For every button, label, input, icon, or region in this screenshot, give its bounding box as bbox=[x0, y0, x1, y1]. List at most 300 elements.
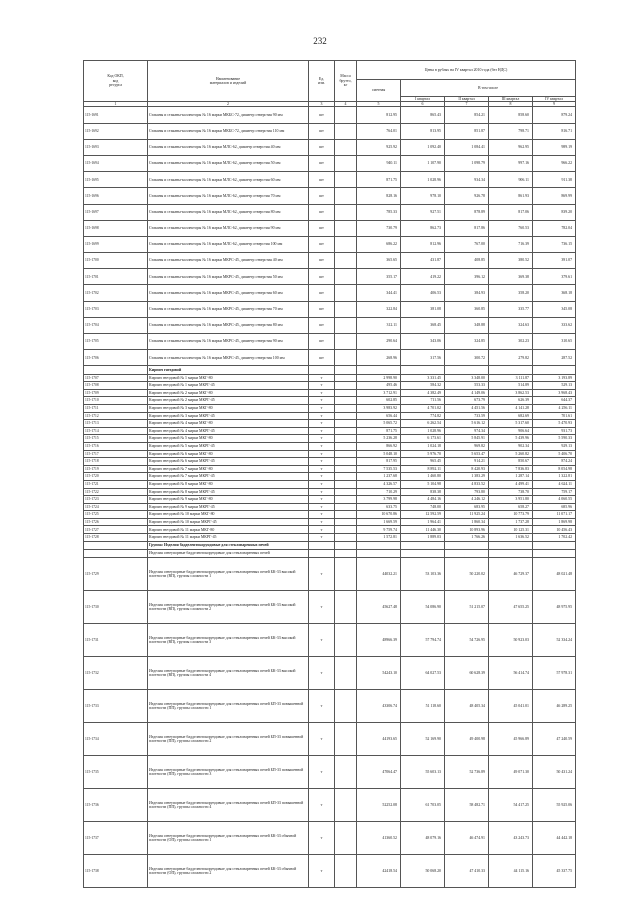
header-q3: III квартал bbox=[489, 96, 533, 101]
price-q1: 812.96 bbox=[401, 236, 445, 252]
price-q2: 10 893.96 bbox=[445, 526, 489, 534]
mass-cell bbox=[335, 389, 357, 397]
unit-cell: т bbox=[309, 473, 335, 481]
unit-cell: т bbox=[309, 526, 335, 534]
table-row bbox=[84, 690, 576, 723]
unit-cell: т bbox=[309, 756, 335, 789]
mass-cell bbox=[335, 488, 357, 496]
price-q4: 379.61 bbox=[533, 269, 576, 285]
resource-code: 115-1693 bbox=[84, 139, 148, 155]
material-name: Кирпич гнездовой № 8 марки МКРГ-45 bbox=[148, 488, 309, 496]
table-row bbox=[84, 511, 576, 519]
unit-cell: т bbox=[309, 591, 335, 624]
price-q3: 1 287.14 bbox=[489, 473, 533, 481]
material-name: Кирпич гнездовой № 9 марки МКГ-80 bbox=[148, 496, 309, 504]
material-name: Кирпич гнездовой № 4 марки МКГ-80 bbox=[148, 420, 309, 428]
price-q2: 673.79 bbox=[445, 397, 489, 405]
price-q1: 813.95 bbox=[401, 123, 445, 139]
col-index: 3 bbox=[309, 102, 335, 107]
price-q4: 52 334.24 bbox=[533, 624, 576, 657]
price-q2: 8 420.93 bbox=[445, 465, 489, 473]
material-name: Кирпич гнездовой № 6 марки МКГ-80 bbox=[148, 450, 309, 458]
price-q1: 1 460.80 bbox=[401, 473, 445, 481]
price-smeta: 3 983.92 bbox=[357, 404, 401, 412]
group-empty-cell bbox=[489, 549, 533, 557]
price-smeta: 764.01 bbox=[357, 123, 401, 139]
mass-cell bbox=[335, 404, 357, 412]
unit-cell: т bbox=[309, 435, 335, 443]
price-q3: 7 836.83 bbox=[489, 465, 533, 473]
mass-cell bbox=[335, 518, 357, 526]
price-q1: 774.82 bbox=[401, 412, 445, 420]
table-row bbox=[84, 450, 576, 458]
price-q4: 3 193.89 bbox=[533, 374, 576, 382]
price-q4: 759.17 bbox=[533, 488, 576, 496]
price-q3: 279.82 bbox=[489, 350, 533, 366]
price-q2: 300.72 bbox=[445, 350, 489, 366]
price-q2: 1 766.26 bbox=[445, 534, 489, 542]
price-q1: 1 889.03 bbox=[401, 534, 445, 542]
price-q3: 906.11 bbox=[489, 172, 533, 188]
price-q1: 862.73 bbox=[401, 220, 445, 236]
price-q4: 368.18 bbox=[533, 285, 576, 301]
unit-cell: т bbox=[309, 534, 335, 542]
header-unit: Ед. изм. bbox=[309, 61, 335, 102]
resource-code: 115-1707 bbox=[84, 374, 148, 382]
price-q2: 1 860.34 bbox=[445, 518, 489, 526]
mass-cell bbox=[335, 822, 357, 855]
mass-cell bbox=[335, 427, 357, 435]
mass-cell bbox=[335, 397, 357, 405]
price-q3: 716.39 bbox=[489, 236, 533, 252]
group-empty-cell bbox=[445, 549, 489, 557]
unit-cell: шт bbox=[309, 204, 335, 220]
table-row bbox=[84, 756, 576, 789]
price-q3: 46 729.37 bbox=[489, 558, 533, 591]
unit-cell: шт bbox=[309, 220, 335, 236]
mass-cell bbox=[335, 473, 357, 481]
price-smeta: 828.16 bbox=[357, 188, 401, 204]
material-name: Кирпич гнездовой № 10 марки МКГ-80 bbox=[148, 511, 309, 519]
table-row bbox=[84, 334, 576, 350]
group-empty-cell bbox=[445, 541, 489, 549]
price-q1: 1 028.96 bbox=[401, 427, 445, 435]
price-q1: 748.00 bbox=[401, 503, 445, 511]
resource-code: 115-1734 bbox=[84, 723, 148, 756]
price-q2: 854.21 bbox=[445, 107, 489, 123]
material-name: Стаканы и стаканы-коллекторы № 16 марки МЛС-62, диаметр отверстия 80 мм bbox=[148, 204, 309, 220]
material-name: Изделия огнеупорные бадделеитокорундовые для стекловаренных печей БП-33 повышенной плотности (ПП), группы сложности 4 bbox=[148, 789, 309, 822]
price-q3: 302.23 bbox=[489, 334, 533, 350]
table-row bbox=[84, 503, 576, 511]
price-q3: 4 499.41 bbox=[489, 480, 533, 488]
group-empty-cell bbox=[533, 549, 576, 557]
material-name: Кирпич гнездовой № 1 марки МКРГ-45 bbox=[148, 382, 309, 390]
price-smeta: 42418.54 bbox=[357, 855, 401, 888]
material-name: Кирпич гнездовой № 2 марки МКГ-80 bbox=[148, 389, 309, 397]
price-q2: 3 348.00 bbox=[445, 374, 489, 382]
unit-cell: шт bbox=[309, 350, 335, 366]
table-row bbox=[84, 107, 576, 123]
price-q4: 816.71 bbox=[533, 123, 576, 139]
material-name: Стаканы и стаканы-коллекторы № 16 марки МКРС-45, диаметр отверстия 50 мм bbox=[148, 269, 309, 285]
resource-code: 115-1737 bbox=[84, 822, 148, 855]
price-q1: 64 027.53 bbox=[401, 657, 445, 690]
material-name: Кирпич гнездовой № 4 марки МКРГ-45 bbox=[148, 427, 309, 435]
group-empty-cell bbox=[401, 366, 445, 374]
page-number: 232 bbox=[313, 36, 327, 46]
price-q1: 838.38 bbox=[401, 488, 445, 496]
price-q2: 733.59 bbox=[445, 412, 489, 420]
price-q1: 1 107.90 bbox=[401, 155, 445, 171]
price-smeta: 3 712.91 bbox=[357, 389, 401, 397]
resource-code: 115-1716 bbox=[84, 442, 148, 450]
material-name: Стаканы и стаканы-коллекторы № 16 марки МЛС-62, диаметр отверстия 50 мм bbox=[148, 155, 309, 171]
resource-code: 115-1718 bbox=[84, 458, 148, 466]
unit-cell: шт bbox=[309, 269, 335, 285]
price-q1: 711.56 bbox=[401, 397, 445, 405]
price-q4: 345.08 bbox=[533, 301, 576, 317]
col-index: 5 bbox=[357, 102, 401, 107]
price-smeta: 925.92 bbox=[357, 139, 401, 155]
price-smeta: 44193.65 bbox=[357, 723, 401, 756]
material-name: Кирпич гнездовой № 7 марки МКГ-80 bbox=[148, 465, 309, 473]
mass-cell bbox=[335, 220, 357, 236]
mass-cell bbox=[335, 107, 357, 123]
table-row bbox=[84, 139, 576, 155]
price-smeta: 785.33 bbox=[357, 204, 401, 220]
price-q4: 57 978.31 bbox=[533, 657, 576, 690]
price-q1: 55 603.13 bbox=[401, 756, 445, 789]
price-q3: 682.69 bbox=[489, 412, 533, 420]
price-q2: 4 149.06 bbox=[445, 389, 489, 397]
price-q3: 10 125.31 bbox=[489, 526, 533, 534]
price-q2: 683.95 bbox=[445, 503, 489, 511]
table-row bbox=[84, 412, 576, 420]
price-q4: 929.13 bbox=[533, 442, 576, 450]
price-q4: 47 240.59 bbox=[533, 723, 576, 756]
price-q4: 48 021.48 bbox=[533, 558, 576, 591]
price-q3: 902.34 bbox=[489, 442, 533, 450]
price-q3: 760.53 bbox=[489, 220, 533, 236]
material-name: Стаканы и стаканы-коллекторы № 16 марки МКРС-45, диаметр отверстия 100 мм bbox=[148, 350, 309, 366]
material-name: Стаканы и стаканы-коллекторы № 16 марки МЛС-62, диаметр отверстия 90 мм bbox=[148, 220, 309, 236]
resource-code: 115-1724 bbox=[84, 503, 148, 511]
price-q3: 1 737.28 bbox=[489, 518, 533, 526]
material-name: Стаканы и стаканы-коллекторы № 16 марки МКРС-45, диаметр отверстия 80 мм bbox=[148, 317, 309, 333]
price-q1: 343.06 bbox=[401, 334, 445, 350]
price-smeta: 2 998.90 bbox=[357, 374, 401, 382]
group-heading: Кирпич гнездовой bbox=[148, 366, 309, 374]
price-smeta: 495.46 bbox=[357, 382, 401, 390]
unit-cell: т bbox=[309, 450, 335, 458]
price-q4: 736.15 bbox=[533, 236, 576, 252]
resource-code: 115-1691 bbox=[84, 107, 148, 123]
material-name: Стаканы и стаканы-коллекторы № 16 марки МКРС-45, диаметр отверстия 90 мм bbox=[148, 334, 309, 350]
unit-cell: шт bbox=[309, 155, 335, 171]
price-q3: 335.77 bbox=[489, 301, 533, 317]
table-row bbox=[84, 285, 576, 301]
price-q3: 380.52 bbox=[489, 253, 533, 269]
price-q4: 839.20 bbox=[533, 204, 576, 220]
mass-cell bbox=[335, 789, 357, 822]
resource-code: 115-1704 bbox=[84, 317, 148, 333]
group-empty-cell bbox=[489, 541, 533, 549]
mass-cell bbox=[335, 503, 357, 511]
unit-cell: т bbox=[309, 465, 335, 473]
unit-cell: т bbox=[309, 480, 335, 488]
group-heading: Группа: Изделия бадделеитокорундовые для стекловаренных печей bbox=[148, 541, 309, 549]
table-row bbox=[84, 220, 576, 236]
mass-cell bbox=[335, 690, 357, 723]
price-q4: 644.37 bbox=[533, 397, 576, 405]
group-row bbox=[84, 541, 576, 549]
resource-code: 115-1719 bbox=[84, 465, 148, 473]
price-q2: 408.85 bbox=[445, 253, 489, 269]
price-q4: 701.61 bbox=[533, 412, 576, 420]
table-row bbox=[84, 188, 576, 204]
unit-cell: шт bbox=[309, 334, 335, 350]
unit-cell: шт bbox=[309, 107, 335, 123]
table-row bbox=[84, 488, 576, 496]
mass-cell bbox=[335, 534, 357, 542]
price-q2: 54 726.95 bbox=[445, 624, 489, 657]
price-q3: 47 655.25 bbox=[489, 591, 533, 624]
table-row bbox=[84, 427, 576, 435]
unit-cell: шт bbox=[309, 188, 335, 204]
resource-code: 115-1700 bbox=[84, 253, 148, 269]
resource-code: 115-1729 bbox=[84, 558, 148, 591]
price-q4: 11 071.17 bbox=[533, 511, 576, 519]
price-q2: 50 220.02 bbox=[445, 558, 489, 591]
price-q1: 5 104.98 bbox=[401, 480, 445, 488]
resource-code: 115-1730 bbox=[84, 591, 148, 624]
price-q4: 5 406.70 bbox=[533, 450, 576, 458]
price-q3: 798.71 bbox=[489, 123, 533, 139]
price-q1: 1 028.96 bbox=[401, 172, 445, 188]
price-q1: 4 382.49 bbox=[401, 389, 445, 397]
mass-cell bbox=[335, 624, 357, 657]
mass-cell bbox=[335, 511, 357, 519]
price-smeta: 686.22 bbox=[357, 236, 401, 252]
mass-cell bbox=[335, 139, 357, 155]
price-q3: 3 862.53 bbox=[489, 389, 533, 397]
subgroup-heading: Изделия огнеупорные бадделеитокорундовые для стекловаренных печей bbox=[148, 549, 309, 557]
unit-cell: т bbox=[309, 427, 335, 435]
price-q2: 1 084.41 bbox=[445, 139, 489, 155]
price-q1: 865.43 bbox=[401, 107, 445, 123]
price-q1: 1 964.41 bbox=[401, 518, 445, 526]
mass-cell bbox=[335, 558, 357, 591]
header-q4: IV квартал bbox=[533, 96, 576, 101]
unit-cell: т bbox=[309, 690, 335, 723]
header-price-title: Цены в рублях на IV квартал 2010 года (без НДС) bbox=[357, 61, 576, 80]
price-q4: 869.99 bbox=[533, 188, 576, 204]
price-q2: 793.80 bbox=[445, 488, 489, 496]
price-q4: 3 968.43 bbox=[533, 389, 576, 397]
price-q1: 6 262.54 bbox=[401, 420, 445, 428]
price-smeta: 5 048.10 bbox=[357, 450, 401, 458]
price-q4: 782.04 bbox=[533, 220, 576, 236]
price-q4: 287.52 bbox=[533, 350, 576, 366]
price-q4: 1 869.98 bbox=[533, 518, 576, 526]
mass-cell bbox=[335, 236, 357, 252]
resource-code: 115-1710 bbox=[84, 397, 148, 405]
price-q4: 4 256.11 bbox=[533, 404, 576, 412]
resource-code: 115-1717 bbox=[84, 450, 148, 458]
price-q3: 369.38 bbox=[489, 269, 533, 285]
resource-code: 115-1698 bbox=[84, 220, 148, 236]
price-q2: 360.85 bbox=[445, 301, 489, 317]
price-q2: 60 628.39 bbox=[445, 657, 489, 690]
table-row bbox=[84, 465, 576, 473]
material-name: Стаканы и стаканы-коллекторы № 16 марки МЛС-62, диаметр отверстия 100 мм bbox=[148, 236, 309, 252]
material-name: Изделия огнеупорные бадделеитокорундовые для стекловаренных печей БК-33 высокой плотности (ВП), группы сложности 4 bbox=[148, 657, 309, 690]
price-q3: 43 243.73 bbox=[489, 822, 533, 855]
price-q3: 10 773.79 bbox=[489, 511, 533, 519]
price-q1: 978.10 bbox=[401, 188, 445, 204]
material-name: Кирпич гнездовой № 6 марки МКРГ-45 bbox=[148, 458, 309, 466]
resource-code: 115-1701 bbox=[84, 269, 148, 285]
unit-cell: т bbox=[309, 442, 335, 450]
material-name: Кирпич гнездовой № 9 марки МКРГ-45 bbox=[148, 503, 309, 511]
price-smeta: 312.11 bbox=[357, 317, 401, 333]
price-smeta: 4 326.57 bbox=[357, 480, 401, 488]
price-q2: 4 833.52 bbox=[445, 480, 489, 488]
price-q1: 61 703.05 bbox=[401, 789, 445, 822]
table-row bbox=[84, 473, 576, 481]
price-q4: 4 060.55 bbox=[533, 496, 576, 504]
table-row bbox=[84, 822, 576, 855]
resource-code: 115-1692 bbox=[84, 123, 148, 139]
price-q4: 333.62 bbox=[533, 317, 576, 333]
price-smeta: 268.96 bbox=[357, 350, 401, 366]
price-q4: 989.19 bbox=[533, 139, 576, 155]
table-row bbox=[84, 657, 576, 690]
price-smeta: 633.75 bbox=[357, 503, 401, 511]
resource-code: 115-1694 bbox=[84, 155, 148, 171]
price-q2: 851.87 bbox=[445, 123, 489, 139]
price-q4: 1 702.42 bbox=[533, 534, 576, 542]
material-name: Кирпич гнездовой № 11 марки МКРГ-45 bbox=[148, 534, 309, 542]
mass-cell bbox=[335, 374, 357, 382]
unit-cell: т bbox=[309, 389, 335, 397]
mass-cell bbox=[335, 123, 357, 139]
mass-cell bbox=[335, 480, 357, 488]
unit-cell: т bbox=[309, 374, 335, 382]
price-smeta: 7 535.53 bbox=[357, 465, 401, 473]
mass-cell bbox=[335, 450, 357, 458]
resource-code: 115-1703 bbox=[84, 301, 148, 317]
price-smeta: 45627.48 bbox=[357, 591, 401, 624]
mass-cell bbox=[335, 442, 357, 450]
price-q1: 3 331.45 bbox=[401, 374, 445, 382]
table-row bbox=[84, 389, 576, 397]
price-q4: 529.13 bbox=[533, 382, 576, 390]
table-row bbox=[84, 374, 576, 382]
price-q1: 4 701.02 bbox=[401, 404, 445, 412]
price-q1: 5 976.70 bbox=[401, 450, 445, 458]
group-empty-cell bbox=[357, 366, 401, 374]
unit-cell: шт bbox=[309, 253, 335, 269]
mass-cell bbox=[335, 172, 357, 188]
unit-cell: т bbox=[309, 496, 335, 504]
resource-code: 115-1728 bbox=[84, 534, 148, 542]
price-q1: 57 794.74 bbox=[401, 624, 445, 657]
price-q4: 10 456.43 bbox=[533, 526, 576, 534]
group-empty-cell bbox=[445, 366, 489, 374]
mass-cell bbox=[335, 855, 357, 888]
unit-cell: шт bbox=[309, 123, 335, 139]
price-q3: 817.06 bbox=[489, 204, 533, 220]
price-q1: 317.56 bbox=[401, 350, 445, 366]
group-empty-cell bbox=[489, 366, 533, 374]
price-q2: 47 410.33 bbox=[445, 855, 489, 888]
price-smeta: 602.85 bbox=[357, 397, 401, 405]
price-q3: 5 317.60 bbox=[489, 420, 533, 428]
price-q4: 874.24 bbox=[533, 458, 576, 466]
price-smeta: 10 670.86 bbox=[357, 511, 401, 519]
resource-code: 115-1727 bbox=[84, 526, 148, 534]
mass-cell bbox=[335, 204, 357, 220]
mass-cell bbox=[335, 435, 357, 443]
price-q3: 5 439.96 bbox=[489, 435, 533, 443]
price-smeta: 9 759.74 bbox=[357, 526, 401, 534]
table-row bbox=[84, 317, 576, 333]
price-q3: 3 111.87 bbox=[489, 374, 533, 382]
resource-code: 115-1706 bbox=[84, 350, 148, 366]
resource-code: 115-1733 bbox=[84, 690, 148, 723]
price-q2: 1 383.29 bbox=[445, 473, 489, 481]
table-row bbox=[84, 496, 576, 504]
material-name: Стаканы и стаканы-коллекторы № 16 марки МКРС-45, диаметр отверстия 70 мм bbox=[148, 301, 309, 317]
price-q1: 54 086.90 bbox=[401, 591, 445, 624]
price-q2: 5 653.47 bbox=[445, 450, 489, 458]
table-row bbox=[84, 518, 576, 526]
unit-cell: шт bbox=[309, 317, 335, 333]
group-empty-cell bbox=[309, 549, 335, 557]
price-q3: 858.60 bbox=[489, 107, 533, 123]
price-q3: 861.93 bbox=[489, 188, 533, 204]
price-q3: 324.63 bbox=[489, 317, 533, 333]
resource-code: 115-1709 bbox=[84, 389, 148, 397]
price-q3: 906.64 bbox=[489, 427, 533, 435]
price-q3: 850.67 bbox=[489, 458, 533, 466]
price-q3: 50 923.03 bbox=[489, 624, 533, 657]
group-empty-cell bbox=[357, 549, 401, 557]
resource-code: 115-1705 bbox=[84, 334, 148, 350]
material-name: Стаканы и стаканы-коллекторы № 16 марки МЛС-62, диаметр отверстия 40 мм bbox=[148, 139, 309, 155]
price-q3: 3 951.80 bbox=[489, 496, 533, 504]
price-smeta: 355.17 bbox=[357, 269, 401, 285]
price-q4: 310.65 bbox=[533, 334, 576, 350]
resource-code: 115-1697 bbox=[84, 204, 148, 220]
price-q1: 50 068.20 bbox=[401, 855, 445, 888]
table-row bbox=[84, 591, 576, 624]
price-q2: 51 215.07 bbox=[445, 591, 489, 624]
price-q1: 53 103.36 bbox=[401, 558, 445, 591]
resource-code: 115-1695 bbox=[84, 172, 148, 188]
mass-cell bbox=[335, 188, 357, 204]
table-row bbox=[84, 855, 576, 888]
table-row bbox=[84, 236, 576, 252]
group-code-empty bbox=[84, 366, 148, 374]
price-smeta: 812.95 bbox=[357, 107, 401, 123]
mass-cell bbox=[335, 723, 357, 756]
price-smeta: 322.84 bbox=[357, 301, 401, 317]
table-row bbox=[84, 382, 576, 390]
price-q2: 914.21 bbox=[445, 458, 489, 466]
